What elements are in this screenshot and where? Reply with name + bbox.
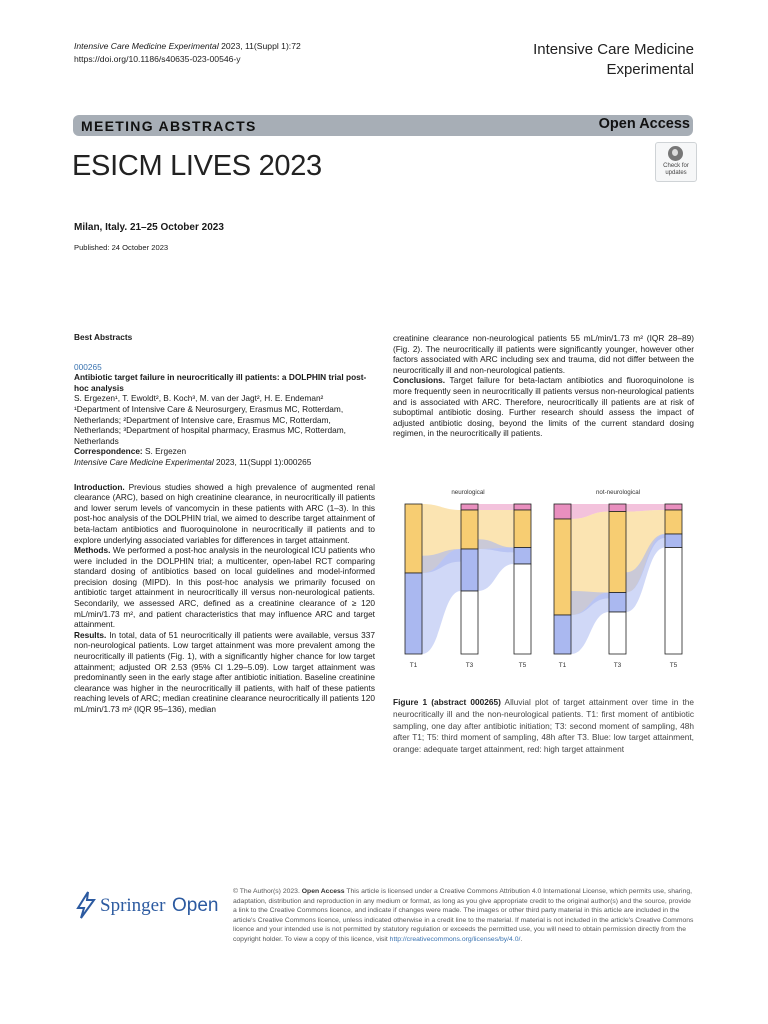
running-header [74, 40, 301, 66]
bar-segment-low [461, 549, 478, 591]
bar-segment-missing [609, 612, 626, 654]
results-text: In total, data of 51 neurocritically ill patients were available, versus 337 non-neurological patients. Low target attainment was more prevalent among the neurocritically ill patients (Fig. 1), with a significantly higher chance for low target attainment; adjusted OR 2.53 (95% CI 1.29–5.09). Low target attainment was predominantly seen in the early stage after antibiotic initiation. Baseline creatinine clearance was higher in the neurocritically ill patients, with half of these patients reaching levels of ARC; median creatinine clearance neurocritically ill patients 120 mL/min/1.73 m² (IQR 95–136), median [74, 629, 375, 714]
issue-citation: 2023, 11(Suppl 1):72 [218, 41, 301, 51]
results-paragraph [74, 630, 375, 715]
bar-segment-high [514, 504, 531, 510]
methods-text: We performed a post-hoc analysis in the neurological ICU patients who were included in the DOLPHIN trial; a multicenter, open-label RCT comparing standard dosing of antibiotics based on local guidelines and model-informed precision dosing (MIPD). In this post-hoc analysis we primarily focused on antibiotic target attainment in neurocritically ill versus non-neurological patients. Secondarily, we assessed ARC, defined as a creatinine clearance of ≥ 120 mL/min/1.73 m², and patient characteristics that may influence ARC and target attainment. [74, 545, 375, 630]
check-for-updates-button[interactable] [655, 142, 697, 182]
conclusions-text: Target failure for beta-lactam antibiotics and fluoroquinolone is more frequently seen in neurocritically ill patients versus non-neurological patients and is associated with ARC. Therefore, neurocritically ill patients are at risk of suboptimal antibiotic dosing. Further research should assess the impact of adjusted antibiotic dosing, beyond the limits of the current standard dosing regimen, in the neurocritically ill patients. [393, 375, 694, 439]
correspondence: S. Ergezen [142, 446, 187, 457]
logo-springer-text: Springer [100, 895, 166, 916]
bar-segment-adequate [609, 512, 626, 593]
time-label: T1 [558, 662, 567, 669]
bar-segment-high [461, 504, 478, 510]
authors: S. Ergezen¹, T. Ewoldt², B. Koch³, M. van der Jagt², H. E. Endeman² [74, 393, 324, 404]
results-continued: creatinine clearance non-neurological patients 55 mL/min/1.73 m² (IQR 28–89) (Fig. 2). The neurocritically ill patients were significantly younger, however other factors associated with ARC including sex and trauma, did not differ between the neurocritically ill and non-neurological patients. [393, 333, 694, 375]
check-for-updates-label: Check for updates [663, 163, 689, 176]
section-heading: Best Abstracts [74, 332, 133, 342]
page-title: ESICM LIVES 2023 [72, 150, 322, 182]
bar-segment-missing [665, 548, 682, 655]
figure-caption-text: Alluvial plot of target attainment over time in the neurocritically ill and the non-neurological patients. T1: first moment of antibiotic sampling, one day after antibiotic initiation; T3: second moment of sampling, 48h after T1; T5: third moment of sampling, 48h after T3. Blue: low target attainment, orange: adequate target attainment, red: high target attainment [393, 697, 694, 755]
time-label: T3 [465, 662, 474, 669]
doi-link[interactable]: https://doi.org/10.1186/s40635-023-00546-y [74, 54, 241, 64]
bar-segment-low [554, 615, 571, 654]
methods-label: Methods. [74, 545, 111, 556]
springer-logo-icon [74, 888, 224, 922]
banner-label: MEETING ABSTRACTS [81, 118, 257, 134]
bar-segment-missing [461, 591, 478, 654]
flow-band [478, 548, 514, 592]
masthead-line-1: Intensive Care Medicine [533, 41, 694, 58]
bar-segment-adequate [554, 519, 571, 615]
bar-segment-low [514, 548, 531, 565]
bar-segment-adequate [461, 510, 478, 549]
license-end: . [520, 935, 523, 943]
bar-segment-adequate [405, 504, 422, 573]
footer-open-access: Open Access [301, 888, 345, 895]
figure-caption-label: Figure 1 (abstract 000265) [393, 697, 501, 707]
time-label: T5 [669, 662, 678, 669]
conclusions-paragraph [393, 375, 694, 439]
right-column [393, 333, 694, 439]
license-body: This article is licensed under a Creative Commons Attribution 4.0 International License, which permits use, sharing, adaptation, distribution and reproduction in any medium or format, as long as you give appropriate credit to the original author(s) and the source, provide a link to the Creative Commons licence, and indicate if changes were made. The images or other third party material in this article are included in the article's Creative Commons licence, unless indicated otherwise in a credit line to the material. If material is not included in the article's Creative Commons licence and your intended use is not permitted by statutory regulation or exceeds the permitted use, you will need to obtain permission directly from the copyright holder. To view a copy of this licence, visit [233, 888, 694, 943]
methods-paragraph [74, 545, 375, 630]
springer-open-logo [74, 888, 224, 927]
bar-segment-missing [514, 564, 531, 654]
abstract-title: Antibiotic target failure in neurocritically ill patients: a DOLPHIN trial post-hoc analysis [74, 372, 367, 393]
figure-caption [393, 697, 694, 756]
bar-segment-high [665, 504, 682, 510]
bar-segment-adequate [514, 510, 531, 548]
bar-segment-adequate [665, 510, 682, 534]
open-access-label: Open Access [598, 116, 690, 132]
logo-open-text: Open [172, 895, 219, 916]
license-link[interactable]: http://creativecommons.org/licenses/by/4.0/ [389, 935, 521, 943]
bar-segment-low [609, 593, 626, 613]
masthead-line-2: Experimental [606, 61, 694, 78]
introduction-text: Previous studies showed a high prevalence of augmented renal clearance (ARC), based on high creatinine clearance, in neurocritically ill patients and lower serum levels of vancomycin in these patients with ARC (1–3). In this post-hoc analysis of the DOLPHIN trial, we aimed to describe target attainment of beta-lactam antibiotics and fluoroquinolone in neurocritically ill patients and to explore underlying associated variables for differences in target attainment. [74, 481, 375, 545]
update-icon [668, 146, 683, 161]
alluvial-plot [397, 484, 697, 689]
bar-segment-high [554, 504, 571, 519]
license-text [233, 887, 695, 945]
time-label: T1 [409, 662, 418, 669]
introduction-label: Introduction. [74, 481, 125, 492]
time-label: T3 [613, 662, 622, 669]
journal-name: Intensive Care Medicine Experimental [74, 41, 219, 51]
copyright: © The Author(s) 2023. [233, 888, 302, 895]
panel-title: not-neurological [595, 489, 641, 496]
published-date: Published: 24 October 2023 [74, 243, 169, 252]
panel-title: neurological [451, 489, 485, 496]
correspondence-label: Correspondence: [74, 446, 143, 457]
flow-band [478, 504, 514, 510]
results-label: Results. [74, 629, 107, 640]
citation-journal: Intensive Care Medicine Experimental [74, 456, 214, 467]
bar-segment-low [665, 534, 682, 548]
abstract-id[interactable]: 000265 [74, 361, 102, 372]
left-column [74, 332, 375, 715]
journal-masthead [533, 40, 694, 80]
conclusions-label: Conclusions. [393, 375, 446, 386]
citation-rest: 2023, 11(Suppl 1):000265 [213, 456, 312, 467]
meeting-info: Milan, Italy. 21–25 October 2023 [74, 222, 224, 233]
bar-segment-low [405, 573, 422, 654]
affiliations: ¹Department of Intensive Care & Neurosurgery, Erasmus MC, Rotterdam, Netherlands; ²Department of Intensive care, Erasmus MC, Rotterdam, Netherlands; ³Department of hospital pharmacy, Erasmus MC, Rotterdam, Netherlands [74, 403, 346, 446]
bar-segment-high [609, 504, 626, 512]
introduction-paragraph [74, 482, 375, 546]
time-label: T5 [518, 662, 527, 669]
